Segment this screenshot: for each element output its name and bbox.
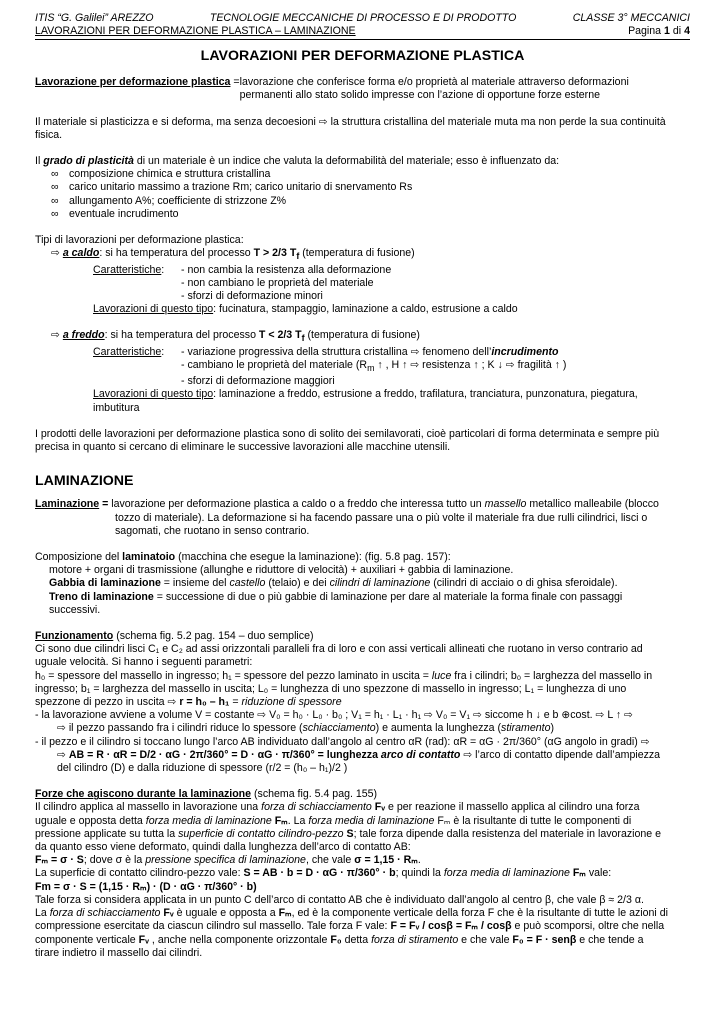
text-run: incrudimento <box>491 345 559 358</box>
list-item <box>35 208 690 221</box>
text-run: Fₘ = σ · S <box>35 854 84 867</box>
formula-line: Fm = σ · S = (1,15 · Rₘ) · (D · αG · π/360° · b) <box>35 880 257 893</box>
section-label: Funzionamento <box>35 630 114 643</box>
text-run <box>258 329 305 344</box>
text-run: Fₘ <box>271 814 288 827</box>
arrow-right-icon: ⇨ <box>51 247 63 260</box>
definition-deformazione <box>35 76 690 102</box>
text-run: massello <box>484 498 527 511</box>
text-run: ⇨ il pezzo passando fra i cilindri riduce lo spessore ( <box>57 722 303 735</box>
list-item <box>35 181 690 194</box>
paragraph-plasticizza: Il materiale si plasticizza e si deforma, ma senza decoesioni ⇨ la struttura cristallina del materiale muta ma non perde la sua continuità fisica. <box>35 115 666 141</box>
text-run: = <box>229 696 242 709</box>
school-name: ITIS “G. Galilei” AREZZO <box>35 12 154 24</box>
list-item <box>35 168 690 181</box>
text-run: compressione esercitate da ciascun cilindro sul massello. Tale forza F vale: <box>35 920 391 933</box>
text-run: e che tende a <box>576 933 644 946</box>
text-run: ↑ , H ↑ ⇨ resistenza ↑ ; K ↓ ⇨ fragilità ↑ ) <box>374 358 567 371</box>
type-label: a freddo <box>62 329 105 342</box>
text-run: : si ha temperatura del processo <box>104 329 259 342</box>
text-run: ) <box>550 722 555 735</box>
text-run: ⇨ l’arco di contatto dipende dall’ampiezza <box>460 748 661 761</box>
text-run: lavorazione per deformazione plastica a caldo o a freddo che interessa tutto un <box>111 498 485 511</box>
text-run: . La <box>287 814 309 827</box>
text-run: uguale e opposta detta <box>35 814 146 827</box>
characteristic <box>181 346 566 359</box>
text-run: grado di plasticità <box>43 155 134 168</box>
subscript: f <box>296 251 300 262</box>
characteristic: - non cambiano le proprietà del materiale <box>181 276 374 289</box>
text-run: : laminazione a freddo, estrusione a freddo, trafilatura, tranciatura, punzonatura, piegatura, <box>213 388 638 401</box>
definition-equals: = <box>230 76 240 89</box>
infinity-bullet-icon: ∞ <box>51 194 59 207</box>
caratteristiche-caldo <box>35 264 690 304</box>
characteristic: - sforzi di deformazione minori <box>181 289 323 302</box>
infinity-bullet-icon: ∞ <box>51 181 59 194</box>
text-run: superficie di contatto cilindro-pezzo <box>178 827 344 840</box>
text-run: e per reazione il massello applica al cilindro una forza <box>385 801 640 814</box>
text-run: r = h₀ – h₁ <box>179 696 230 709</box>
text-run: Fᵥ <box>371 801 386 814</box>
text-run: (macchina che esegue la laminazione): (fig. 5.8 pag. 157): <box>175 551 451 564</box>
text-run: AB = R · αR = D/2 · αG · 2π/360° = D · αG · π/360° = lunghezza <box>68 748 381 761</box>
text-run: σ = 1,15 · Rₘ <box>354 854 418 867</box>
text-run: stiramento <box>501 722 551 735</box>
characteristic: - non cambia la resistenza alla deformazione <box>181 263 392 276</box>
text-run: di un materiale è un indice che valuta la deformabilità del materiale; esso è influenzato da: <box>133 155 560 168</box>
text-run: : fucinatura, stampaggio, laminazione a caldo, estrusione a caldo <box>213 303 518 316</box>
text-run: schiacciamento <box>302 722 376 735</box>
class-name: CLASSE 3° MECCANICI <box>572 12 690 24</box>
text-run: , ed è la componente verticale della forza F che è la risultante di tutte le azioni di <box>291 907 668 920</box>
text-run: : <box>161 345 165 358</box>
text-line: - la lavorazione avviene a volume V = costante ⇨ V₀ = h₀ · L₀ · b₀ ; V₁ = h₁ · L₁ · h₁ ⇨ V₀ = V₁ ⇨ siccome h ↓ e b ⊕cost. ⇨ L ↑ ⇨ <box>35 709 633 722</box>
definition-term: Lavorazione per deformazione plastica <box>35 76 231 89</box>
forze-laminazione <box>35 788 690 960</box>
text-line: del cilindro (D) e dalla riduzione di spessore (r/2 = (h₀ – h₁)/2 ) <box>57 762 348 775</box>
text-run: (telaio) e dei <box>265 577 330 590</box>
text-run: forza media di laminazione <box>145 814 272 827</box>
definition-laminazione <box>35 498 690 538</box>
text-run: S <box>343 827 354 840</box>
section-heading-laminazione: LAMINAZIONE <box>35 473 134 490</box>
paragraph-semilavorati: I prodotti delle lavorazioni per deformazione plastica sono di solito dei semilavorati, cioè particolari di forma determinata e sempre più precisa in quanto si cercano di eliminare le successive lavorazioni alle macchine utensili. <box>35 427 660 453</box>
text-run: T > 2/3 T <box>253 247 297 260</box>
text-run: forza di schiacciamento <box>49 907 161 920</box>
caratteristiche-label: Caratteristiche <box>93 345 162 358</box>
text-run: (schema fig. 5.4 pag. 155) <box>251 788 378 801</box>
subscript: f <box>301 333 305 344</box>
lavorazioni-label: Lavorazioni di questo tipo <box>93 388 214 401</box>
text-run: : <box>161 263 165 276</box>
page-word: Pagina <box>628 25 662 37</box>
text-run: = successione di due o più gabbie di laminazione per dare al materiale la forma finale con passaggi <box>153 590 623 603</box>
text-run: arco di contatto <box>380 748 461 761</box>
section-label: Forze che agiscono durante la laminazione <box>35 788 252 801</box>
list-item-text: composizione chimica e struttura cristallina <box>69 168 271 181</box>
text-run: vale: <box>585 867 612 880</box>
text-run: ) e aumenta la lunghezza ( <box>375 722 502 735</box>
text-run: (cilindri di acciaio o di ghisa sferoidale). <box>430 577 618 590</box>
composizione-laminatoio <box>35 551 690 617</box>
list-item-text: carico unitario massimo a trazione Rm; carico unitario di snervamento Rs <box>69 181 413 194</box>
lavorazioni-caldo <box>35 303 690 316</box>
text-run: luce <box>431 669 452 682</box>
text-run: Il cilindro applica al massello in lavorazione una <box>35 801 262 814</box>
text-line: da quanto esso viene deformato, quindi dalla lunghezza dell’arco di contatto AB: <box>35 841 411 854</box>
text-line: tirare indietro il massello dai cilindri. <box>35 946 203 959</box>
text-line: - il pezzo e il cilindro si toccano lungo l’arco AB individuato dall’angolo al centro αR (rad): αR = αG · 2π/360° (αG angolo in gradi) ⇨ <box>35 735 650 748</box>
text-run: = insieme del <box>160 577 230 590</box>
text-run: Composizione del <box>35 551 123 564</box>
definition-line: sagomati, che ruotano in senso contrario. <box>115 524 310 537</box>
type-caldo <box>35 247 690 263</box>
text-run: forza media di laminazione <box>308 814 435 827</box>
text-run: Gabbia di laminazione <box>49 577 161 590</box>
text-run: cilindri di laminazione <box>329 577 431 590</box>
text-line: successivi. <box>49 603 101 616</box>
funzionamento <box>35 630 690 775</box>
text-run: ; tale forza dipende dalla resistenza del materiale in lavorazione e <box>353 827 661 840</box>
text-run: Fᵥ <box>138 933 149 946</box>
text-run: componente verticale <box>35 933 139 946</box>
text-run: (temperatura di fusione) <box>304 329 420 342</box>
type-freddo <box>35 329 690 345</box>
text-run: (schema fig. 5.2 pag. 154 – duo semplice) <box>113 630 314 643</box>
definition-line: lavorazione che conferisce forma e/o proprietà al materiale attraverso deformazioni <box>239 76 629 89</box>
text-run: pressione applicate su tutta la <box>35 827 179 840</box>
definition-term: Laminazione <box>35 498 100 511</box>
text-run: S = AB · b = D · αG · π/360° · b <box>243 867 396 880</box>
caratteristiche-freddo <box>35 346 690 389</box>
course-name: TECNOLOGIE MECCANICHE DI PROCESSO E DI PRODOTTO <box>209 12 517 24</box>
text-run: Il <box>35 155 44 168</box>
text-run: La superficie di contatto cilindro-pezzo vale: <box>35 867 244 880</box>
text-run: F = Fᵥ / cosβ = Fₘ / cosβ <box>390 920 512 933</box>
running-header <box>35 12 690 25</box>
page-total: 4 <box>684 25 690 37</box>
lavorazioni-freddo <box>35 388 690 414</box>
text-run: h₀ = spessore del massello in ingresso; h₁ = spessore del pezzo laminato in uscita = <box>35 669 432 682</box>
definition-line: permanenti allo stato solido impresse con l’azione di opportune forze esterne <box>239 89 600 102</box>
text-run: . <box>417 854 421 867</box>
text-run: forza di schiacciamento <box>261 801 372 814</box>
text-run: riduzione di spessore <box>241 696 342 709</box>
text-run: ⇨ <box>57 748 69 761</box>
text-line: uguale velocità. Si hanno i seguenti parametri: <box>35 656 253 669</box>
arrow-right-icon: ⇨ <box>51 329 63 342</box>
page-number <box>628 25 690 38</box>
text-run: castello <box>229 577 266 590</box>
document-title: LAVORAZIONI PER DEFORMAZIONE PLASTICA <box>200 48 525 64</box>
type-label: a caldo <box>62 247 100 260</box>
text-line: ingresso; b₁ = larghezza del massello in uscita; L₀ = lunghezza di uno spezzone di massello in ingresso; L₁ = lunghezza di uno <box>35 682 627 695</box>
text-run: T < 2/3 T <box>258 329 302 342</box>
infinity-bullet-icon: ∞ <box>51 207 59 220</box>
text-run: (temperatura di fusione) <box>299 247 415 260</box>
paragraph-grado-plasticita <box>35 155 690 168</box>
page-current: 1 <box>664 25 670 37</box>
definition-equals: = <box>99 498 112 511</box>
definition-line: tozzo di materiale). La deformazione si ha facendo passare una o più volte il materiale fra due rulli cilindrici, lisci o <box>115 511 648 524</box>
text-run: Fₘ <box>569 867 586 880</box>
text-run: Fᵥ <box>160 907 174 920</box>
text-run: F₀ <box>330 933 342 946</box>
text-run: Treno di laminazione <box>49 590 154 603</box>
text-run: metallico malleabile (blocco <box>526 498 659 511</box>
characteristic <box>181 359 566 375</box>
text-run: e che vale <box>458 933 513 946</box>
text-line: Ci sono due cilindri lisci C₁ e C₂ ad assi orizzontali paralleli fra di loro e con assi verticali allineati che ruotano in verso contrario ad <box>35 643 643 656</box>
caratteristiche-label: Caratteristiche <box>93 263 162 276</box>
text-run: - variazione progressiva della struttura cristallina ⇨ fenomeno dell’ <box>181 345 492 358</box>
subscript: m <box>367 362 375 373</box>
text-run: ; dove σ è la <box>83 854 146 867</box>
text-run: , che vale <box>305 854 355 867</box>
types-heading: Tipi di lavorazioni per deformazione plastica: <box>35 234 244 247</box>
text-run: ; quindi la <box>395 867 444 880</box>
text-run: , anche nella componente orizzontale <box>148 933 331 946</box>
text-run: forza media di laminazione <box>443 867 570 880</box>
text-run: pressione specifica di laminazione <box>145 854 306 867</box>
page-of: di <box>672 25 682 37</box>
text-line: Tale forza si considera applicata in un punto C dell’arco di contatto AB che è individuato dall’angolo al centro β, che vale β ≈ 2/3 α. <box>35 893 644 906</box>
section-title: LAVORAZIONI PER DEFORMAZIONE PLASTICA – LAMINAZIONE <box>35 25 356 37</box>
text-run: F₀ = F · senβ <box>512 933 577 946</box>
characteristic: - sforzi di deformazione maggiori <box>181 375 335 388</box>
infinity-bullet-icon: ∞ <box>51 168 59 181</box>
section-header <box>35 25 690 40</box>
lavorazioni-label: Lavorazioni di questo tipo <box>93 303 214 316</box>
text-run: Fₘ <box>278 907 292 920</box>
text-run: è uguale e opposta a <box>173 907 279 920</box>
text-run: fra i cilindri; b₀ = larghezza del massello in <box>451 669 653 682</box>
text-run: : si ha temperatura del processo <box>99 247 254 260</box>
text-run: detta <box>341 933 372 946</box>
list-item-text: allungamento A%; coefficiente di strizzone Z% <box>69 194 287 207</box>
text-run <box>253 247 300 262</box>
text-run: Fₘ è la risultante di tutte le componenti di <box>434 814 632 827</box>
text-run: laminatoio <box>122 551 176 564</box>
list-item <box>35 195 690 208</box>
text-run: forza di stiramento <box>371 933 459 946</box>
list-item-text: eventuale incrudimento <box>69 207 179 220</box>
text-run: La <box>35 907 50 920</box>
text-line: motore + organi di trasmissione (allunghe e riduttore di velocità) + auxiliari + gabbia di laminazione. <box>49 564 514 577</box>
text-run: - cambiano le proprietà del materiale (R <box>181 358 368 371</box>
text-run: e può scomporsi, oltre che nella <box>511 920 665 933</box>
text-run: spezzone di pezzo in uscita ⇨ <box>35 696 180 709</box>
text-run: imbutitura <box>93 401 140 414</box>
